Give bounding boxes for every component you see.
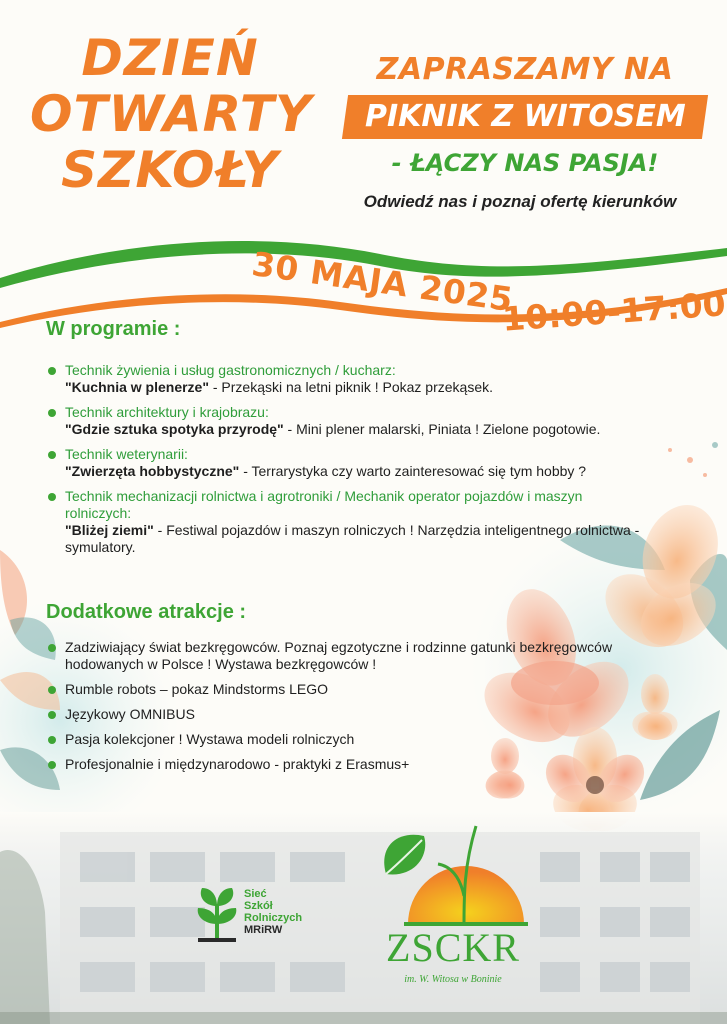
bullet-icon (48, 736, 56, 744)
picnic-banner (342, 95, 708, 139)
program-item-highlight: "Bliżej ziemi" (65, 522, 154, 538)
school-building-photo (0, 812, 727, 1024)
network-line-2: Szkół (244, 900, 273, 912)
program-item (48, 404, 698, 438)
open-day-title (30, 29, 313, 199)
network-line-4: MRiRW (244, 924, 283, 936)
agricultural-schools-network-logo (194, 884, 334, 946)
title-line-1: DZIEŃ (81, 29, 259, 87)
attraction-text: Zadziwiający świat bezkręgowców. Poznaj egzotyczne i rodzinne gatunki bezkręgowców hodowanych w Polsce ! Wystawa bezkręgowców ! (65, 639, 613, 672)
bullet-icon (48, 711, 56, 719)
network-logo-text (244, 888, 302, 936)
title-line-2: OTWARTY (30, 85, 313, 143)
bullet-icon (48, 761, 56, 769)
attractions-heading: Dodatkowe atrakcje : (46, 601, 247, 623)
program-item-text: - Terrarystyka czy warto zainteresować się tym hobby ? (239, 463, 587, 479)
program-item-text: - Przekąski na letni piknik ! Pokaz przekąsek. (208, 379, 493, 395)
bullet-icon (48, 686, 56, 694)
program-list (48, 362, 698, 564)
network-line-1: Sieć (244, 888, 267, 900)
program-item-desc (65, 522, 698, 556)
bullet-icon (48, 493, 56, 501)
program-item-highlight: "Gdzie sztuka spotyka przyrodę" (65, 421, 284, 437)
program-item-name: Technik żywienia i usług gastronomicznych / kucharz: (65, 362, 396, 378)
bullet-icon (48, 409, 56, 417)
program-item-name: Technik architektury i krajobrazu: (65, 404, 269, 420)
program-item-text: - Mini plener malarski, Piniata ! Zielone pogotowie. (283, 421, 601, 437)
school-subtitle: im. W. Witosa w Boninie (404, 974, 502, 985)
program-item-highlight: "Zwierzęta hobbystyczne" (65, 463, 240, 479)
program-item (48, 446, 698, 480)
attraction-item (48, 639, 618, 673)
title-line-3: SZKOŁY (61, 141, 279, 199)
program-item-highlight: "Kuchnia w plenerze" (65, 379, 209, 395)
attraction-item (48, 731, 618, 748)
attraction-item (48, 756, 618, 773)
attraction-item (48, 706, 618, 723)
attractions-list (48, 639, 618, 781)
attraction-text: Profesjonalnie i międzynarodowo - praktyki z Erasmus+ (65, 756, 410, 772)
sun-leaf-icon (368, 816, 538, 928)
event-hours: 10:00-17:00 (500, 284, 727, 339)
program-item (48, 362, 698, 396)
program-item-name: Technik weterynarii: (65, 446, 188, 462)
bullet-icon (48, 644, 56, 652)
bullet-icon (48, 367, 56, 375)
picnic-banner-text: PIKNIK Z WITOSEM (364, 99, 686, 134)
program-item-desc (65, 463, 698, 480)
picnic-invite (340, 52, 710, 177)
network-line-3: Rolniczych (244, 912, 303, 924)
program-heading: W programie : (46, 318, 181, 340)
attraction-text: Pasja kolekcjoner ! Wystawa modeli rolniczych (65, 731, 355, 747)
attraction-text: Językowy OMNIBUS (65, 706, 195, 722)
program-item-desc (65, 421, 698, 438)
event-date: 30 MAJA 2025 (249, 244, 516, 320)
program-item (48, 488, 698, 556)
invite-line: ZAPRASZAMY NA (376, 52, 674, 87)
attraction-item (48, 681, 618, 698)
program-item-name: Technik mechanizacji rolnictwa i agrotroniki / Mechanik operator pojazdów i maszyn rolniczych: (65, 488, 583, 521)
program-item-desc (65, 379, 698, 396)
bullet-icon (48, 451, 56, 459)
invite-subline: Odwiedź nas i poznaj ofertę kierunków (363, 192, 677, 211)
attraction-text: Rumble robots – pokaz Mindstorms LEGO (65, 681, 328, 697)
school-name: ZSCKR (386, 925, 520, 970)
motto: - ŁĄCZY NAS PASJA! (391, 149, 659, 177)
zsckr-school-logo (368, 816, 538, 1002)
sprout-icon (194, 884, 240, 944)
program-item-text: - Festiwal pojazdów i maszyn rolniczych ! Narzędzia inteligentnego rolnictwa - symulatory. (65, 522, 640, 555)
